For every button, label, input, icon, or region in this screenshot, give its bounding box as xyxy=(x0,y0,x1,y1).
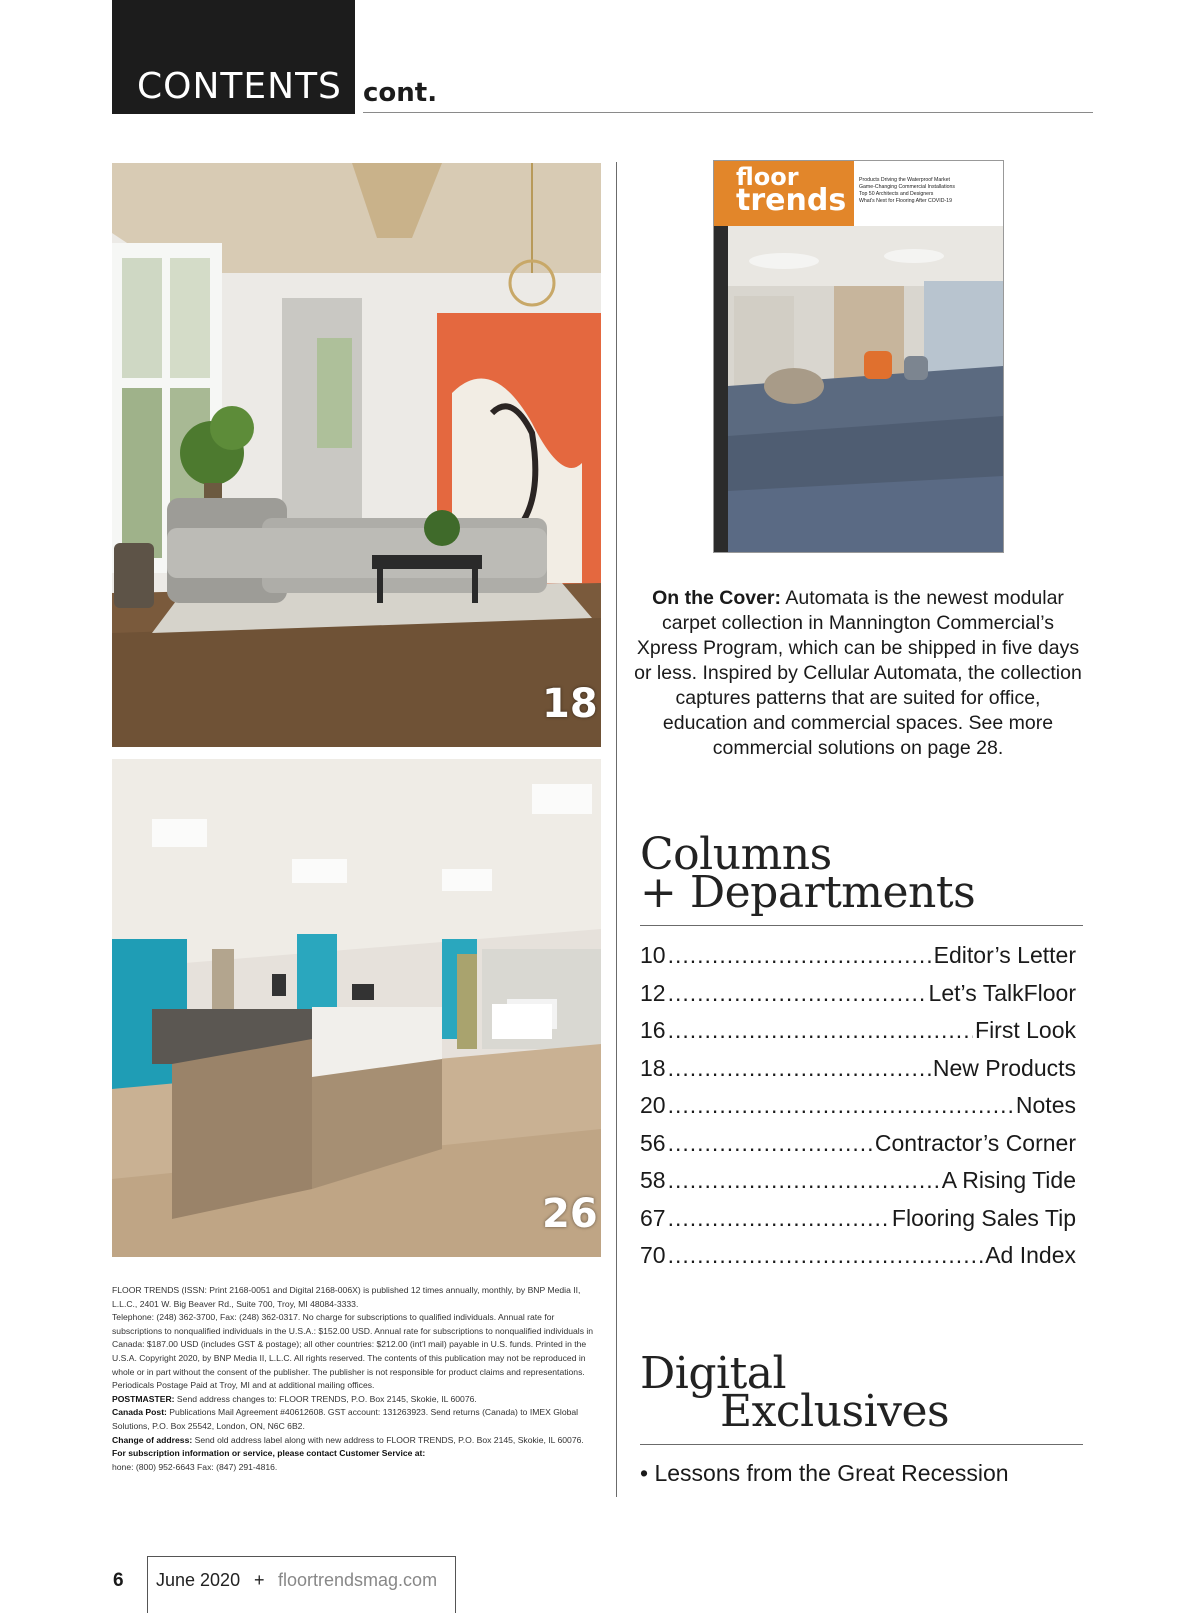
columns-rule xyxy=(640,925,1083,926)
footer-url-link[interactable]: floortrendsmag.com xyxy=(278,1570,438,1590)
cover-headline: Products Driving the Waterproof Market xyxy=(859,177,950,183)
column-divider xyxy=(616,162,617,1497)
toc-entry[interactable] xyxy=(640,1092,1076,1130)
page-badge-26: 26 xyxy=(542,1191,598,1237)
page-badge-18: 18 xyxy=(542,681,598,727)
toc-entry[interactable] xyxy=(640,1205,1076,1243)
columns-section-title xyxy=(640,829,976,918)
toc-leader xyxy=(668,1205,890,1232)
postmaster-text: Send address changes to: FLOOR TRENDS, P.O. Box 2145, Skokie, IL 60076. xyxy=(174,1393,477,1404)
masthead-subscription: Telephone: (248) 362-3700, Fax: (248) 362-0317. No charge for subscriptions to qualified individuals. Annual rate for subscriptions to nonqualified individuals in the U.S.A.: $152.00 USD. Annual rate for subscriptions to nonqualified individuals in Canada: $187.00 USD (includes GST & postage); all other countries: $212.00 (int’l mail) payable in U.S. funds. Printed in the U.S.A. Copyright 2020, by BNP Media II, L.L.C. All rights reserved. The contents of this publication may not be reproduced in whole or in part without the consent of the publisher. The publisher is not responsible for product claims and representations. Periodicals Postage Paid at Troy, MI and at additional mailing offices. xyxy=(112,1312,594,1391)
toc-leader xyxy=(668,1092,1014,1119)
change-text: Send old address label along with new address to FLOOR TRENDS, P.O. Box 2145, Skokie, IL 60076. xyxy=(192,1434,584,1445)
masthead-postmaster xyxy=(112,1393,597,1407)
toc-entry[interactable] xyxy=(640,942,1076,980)
cover-photo xyxy=(714,226,1003,552)
cover-caption-lead: On the Cover: xyxy=(652,587,782,609)
masthead-change-address xyxy=(112,1434,597,1448)
magazine-cover[interactable] xyxy=(714,161,1003,552)
toc-entry[interactable] xyxy=(640,1167,1076,1205)
columns-toc xyxy=(640,942,1076,1280)
cover-headline: What's Next for Flooring After COVID-19 xyxy=(859,198,952,204)
clinic-photo[interactable] xyxy=(112,759,601,1257)
toc-page: 56 xyxy=(640,1129,666,1156)
toc-page: 10 xyxy=(640,942,666,968)
toc-entry[interactable] xyxy=(640,1130,1076,1168)
canada-text: Publications Mail Agreement #40612608. GST account: 131263923. Send returns (Canada) to IMEX Global Solutions, P.O. Box 25542, London, ON, N6C 6B2. xyxy=(112,1407,579,1431)
subscription-label: For subscription information or service, please contact Customer Service at: xyxy=(112,1448,426,1459)
toc-page: 58 xyxy=(640,1167,666,1193)
living-room-photo[interactable] xyxy=(112,163,601,747)
canada-label: Canada Post: xyxy=(112,1407,167,1418)
toc-label: Flooring Sales Tip xyxy=(891,1204,1076,1231)
toc-entry[interactable] xyxy=(640,1017,1076,1055)
toc-entry[interactable] xyxy=(640,1055,1076,1093)
cover-logo-line2: trends xyxy=(736,183,847,218)
toc-label: Ad Index xyxy=(985,1242,1076,1268)
toc-page: 12 xyxy=(640,979,666,1006)
toc-entry[interactable] xyxy=(640,980,1076,1018)
cover-headline: Top 50 Architects and Designers xyxy=(859,191,934,197)
cover-caption-body: Automata is the newest modular carpet collection in Mannington Commercial’s Xpress Program, which can be shipped in five days or less. Inspired by Cellular Automata, the collection captures patterns that are suited for office, education and commercial spaces. See more commercial solutions on page 28. xyxy=(634,587,1082,759)
cover-headline: Game-Changing Commercial Installations xyxy=(859,184,956,190)
toc-label: Contractor’s Corner xyxy=(874,1129,1076,1156)
digital-section-title xyxy=(640,1348,950,1437)
toc-page: 70 xyxy=(640,1242,666,1268)
toc-leader xyxy=(668,942,932,969)
toc-label: Notes xyxy=(1015,1092,1076,1118)
cover-headlines xyxy=(859,177,999,205)
footer-page-number: 6 xyxy=(113,1570,124,1591)
toc-label: A Rising Tide xyxy=(941,1167,1076,1193)
toc-label: Editor’s Letter xyxy=(933,942,1076,968)
cover-logo xyxy=(736,163,847,218)
columns-title-line1: Columns xyxy=(640,829,832,880)
footer-separator: + xyxy=(254,1570,265,1590)
masthead-publication: FLOOR TRENDS (ISSN: Print 2168-0051 and Digital 2168-006X) is published 12 times annually, monthly, by BNP Media II, L.L.C., 2401 W. Big Beaver Rd., Suite 700, Troy, MI 48084-3333. xyxy=(112,1285,581,1309)
digital-title-line1: Digital xyxy=(640,1348,787,1399)
page-title: CONTENTS xyxy=(137,66,342,107)
toc-label: First Look xyxy=(975,1017,1076,1043)
toc-page: 67 xyxy=(640,1204,666,1231)
masthead-phone: hone: (800) 952-6643 Fax: (847) 291-4816. xyxy=(112,1461,278,1472)
postmaster-label: POSTMASTER: xyxy=(112,1393,175,1404)
header-rule xyxy=(363,112,1093,113)
cover-logo-line1: floor xyxy=(736,163,799,191)
toc-leader xyxy=(668,980,927,1007)
masthead-customer-service xyxy=(112,1447,597,1461)
toc-page: 16 xyxy=(640,1017,666,1043)
toc-leader xyxy=(668,1167,940,1194)
toc-leader xyxy=(668,1017,973,1044)
toc-label: Let’s TalkFloor xyxy=(928,979,1076,1006)
toc-entry[interactable] xyxy=(640,1242,1076,1280)
toc-page: 18 xyxy=(640,1054,666,1081)
toc-leader xyxy=(668,1055,931,1082)
living-room-illustration xyxy=(112,163,601,747)
digital-rule xyxy=(640,1444,1083,1445)
masthead-fineprint xyxy=(112,1284,597,1474)
columns-title-line2: + Departments xyxy=(640,867,976,918)
digital-title-line2: Exclusives xyxy=(720,1386,950,1437)
toc-leader xyxy=(668,1130,873,1157)
clinic-illustration xyxy=(112,759,601,1257)
masthead-canada xyxy=(112,1406,597,1433)
toc-leader xyxy=(668,1242,984,1269)
change-label: Change of address: xyxy=(112,1434,193,1445)
cover-caption xyxy=(632,586,1084,761)
toc-label: New Products xyxy=(932,1054,1076,1081)
page-title-suffix: cont. xyxy=(363,78,438,108)
toc-page: 20 xyxy=(640,1092,666,1118)
footer-date: June 2020 xyxy=(156,1570,241,1590)
digital-exclusive-link[interactable]: • Lessons from the Great Recession xyxy=(640,1460,1009,1486)
